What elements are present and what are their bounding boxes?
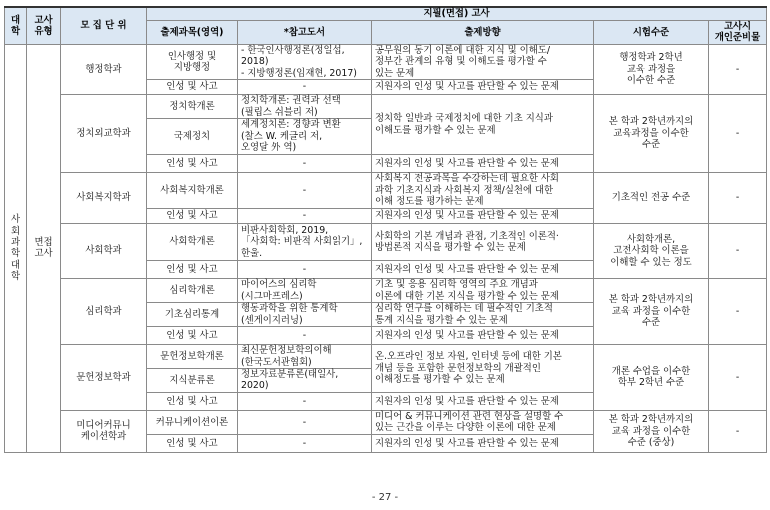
subject-cell: 사회복지학개론 <box>147 173 238 209</box>
reference-cell: 비판사회학회, 2019, 「사회학: 비판적 사회읽기」, 한울. <box>238 224 372 261</box>
reference-cell: - <box>238 261 372 279</box>
table-row <box>5 410 767 434</box>
subject-cell: 인성 및 사고 <box>147 392 238 410</box>
reference-cell: - <box>238 173 372 209</box>
reference-cell: - <box>238 392 372 410</box>
direction-cell: 지원자의 인성 및 사고를 판단할 수 있는 문제 <box>372 261 594 279</box>
direction-cell: 사회학의 기본 개념과 관점, 기초적인 이론적· 방법론적 지식을 평가할 수 있는 문제 <box>372 224 594 261</box>
reference-cell: - <box>238 209 372 224</box>
reference-cell: - <box>238 434 372 452</box>
subject-cell: 지식분류론 <box>147 369 238 393</box>
direction-cell: 지원자의 인성 및 사고를 판단할 수 있는 문제 <box>372 155 594 173</box>
prep-cell: - <box>709 279 767 345</box>
header-unit: 모 집 단 위 <box>61 7 147 44</box>
reference-cell: - <box>238 410 372 434</box>
direction-cell: 지원자의 인성 및 사고를 판단할 수 있는 문제 <box>372 434 594 452</box>
prep-cell: - <box>709 44 767 94</box>
subject-cell: 심리학개론 <box>147 279 238 303</box>
reference-cell: - <box>238 327 372 345</box>
page-number: - 27 - <box>371 492 399 503</box>
direction-cell: 사회복지 전공과목을 수강하는데 필요한 사회 과학 기초지식과 사회복지 정책/실천에 대한 이해 정도를 평가하는 문제 <box>372 173 594 209</box>
reference-cell: - <box>238 80 372 95</box>
direction-cell: 지원자의 인성 및 사고를 판단할 수 있는 문제 <box>372 327 594 345</box>
subject-cell: 기초심리통계 <box>147 303 238 327</box>
subject-cell: 인성 및 사고 <box>147 434 238 452</box>
direction-cell: 정치학 일반과 국제정치에 대한 기초 지식과 이해도를 평가할 수 있는 문제 <box>372 95 594 155</box>
direction-cell: 지원자의 인성 및 사고를 판단할 수 있는 문제 <box>372 392 594 410</box>
direction-cell: 지원자의 인성 및 사고를 판단할 수 있는 문제 <box>372 80 594 95</box>
subject-cell: 인사행정 및 지방행정 <box>147 44 238 79</box>
reference-cell: 최신문헌정보학의이해 (한국도서관협회) <box>238 345 372 369</box>
unit-cell: 문헌정보학과 <box>61 345 147 411</box>
level-cell: 본 학과 2학년까지의 교육 과정을 이수한 수준 <box>594 279 709 345</box>
subject-cell: 커뮤니케이션이론 <box>147 410 238 434</box>
subject-cell: 사회학개론 <box>147 224 238 261</box>
unit-cell: 사회복지학과 <box>61 173 147 224</box>
table-row <box>5 95 767 119</box>
reference-cell: 정치학개론: 권력과 선택 (필립스 쉬블리 저) <box>238 95 372 119</box>
subject-cell: 인성 및 사고 <box>147 80 238 95</box>
level-cell: 개론 수업을 이수한 학부 2학년 수준 <box>594 345 709 411</box>
unit-cell: 정치외교학과 <box>61 95 147 173</box>
subject-cell: 인성 및 사고 <box>147 155 238 173</box>
header-college: 대 학 <box>5 7 27 44</box>
college-cell: 사회 과학 대학 <box>5 44 27 452</box>
level-cell: 본 학과 2학년까지의 교육과정을 이수한 수준 <box>594 95 709 173</box>
prep-cell: - <box>709 95 767 173</box>
subject-cell: 인성 및 사고 <box>147 327 238 345</box>
subject-cell: 문헌정보학개론 <box>147 345 238 369</box>
table-row <box>5 345 767 369</box>
header-group: 지필(면접) 고사 <box>147 7 767 21</box>
header-direction: 출제방향 <box>372 21 594 45</box>
direction-cell: 기초 및 응용 심리학 영역의 주요 개념과 이론에 대한 기본 지식을 평가할 수 있는 문제 <box>372 279 594 303</box>
direction-cell: 미디어 & 커뮤니케이션 관련 현상을 설명할 수 있는 근간을 이루는 다양한 이론에 대한 문제 <box>372 410 594 434</box>
prep-cell: - <box>709 345 767 411</box>
direction-cell: 공무원의 동기 이론에 대한 지식 및 이해도/ 정부간 관계의 유형 및 이해도를 평가할 수 있는 문제 <box>372 44 594 79</box>
subject-cell: 인성 및 사고 <box>147 261 238 279</box>
reference-cell: 정보자료분류론(태일사, 2020) <box>238 369 372 393</box>
direction-cell: 심리학 연구를 이해하는 데 필수적인 기초적 통계 지식을 평가할 수 있는 문제 <box>372 303 594 327</box>
reference-cell: - <box>238 155 372 173</box>
admission-exam-table <box>4 6 767 453</box>
exam-type-cell: 면접 고사 <box>27 44 61 452</box>
subject-cell: 정치학개론 <box>147 95 238 119</box>
reference-cell: 마이어스의 심리학 (시그마프레스) <box>238 279 372 303</box>
prep-cell: - <box>709 410 767 452</box>
unit-cell: 심리학과 <box>61 279 147 345</box>
direction-cell: 온.오프라인 정보 자원, 인터넷 등에 대한 기본 개념 등을 포함한 문헌정보학의 개괄적인 이해정도를 평가할 수 있는 문제 <box>372 345 594 393</box>
header-reference: *참고도서 <box>238 21 372 45</box>
header-level: 시험수준 <box>594 21 709 45</box>
table-row <box>5 224 767 261</box>
subject-cell: 국제정치 <box>147 119 238 155</box>
reference-cell: - 한국인사행정론(정일섭, 2018) - 지방행정론(임재현, 2017) <box>238 44 372 79</box>
level-cell: 본 학과 2학년까지의 교육 과정을 이수한 수준 (중상) <box>594 410 709 452</box>
level-cell: 행정학과 2학년 교육 과정을 이수한 수준 <box>594 44 709 94</box>
subject-cell: 인성 및 사고 <box>147 209 238 224</box>
header-prep: 고사시 개인준비물 <box>709 21 767 45</box>
reference-cell: 세계정치론: 경향과 변환 (찰스 W. 케글리 저, 오영달 外 역) <box>238 119 372 155</box>
prep-cell: - <box>709 173 767 224</box>
unit-cell: 사회학과 <box>61 224 147 279</box>
unit-cell: 행정학과 <box>61 44 147 94</box>
header-subject: 출제과목(영역) <box>147 21 238 45</box>
level-cell: 기초적인 전공 수준 <box>594 173 709 224</box>
prep-cell: - <box>709 224 767 279</box>
table-row <box>5 279 767 303</box>
reference-cell: 행동과학을 위한 통계학 (센게이지러닝) <box>238 303 372 327</box>
level-cell: 사회학개론, 고전사회학 이론을 이해할 수 있는 정도 <box>594 224 709 279</box>
unit-cell: 미디어커뮤니 케이션학과 <box>61 410 147 452</box>
table-row <box>5 173 767 209</box>
direction-cell: 지원자의 인성 및 사고를 판단할 수 있는 문제 <box>372 209 594 224</box>
header-exam-type: 고사 유형 <box>27 7 61 44</box>
table-row <box>5 44 767 79</box>
